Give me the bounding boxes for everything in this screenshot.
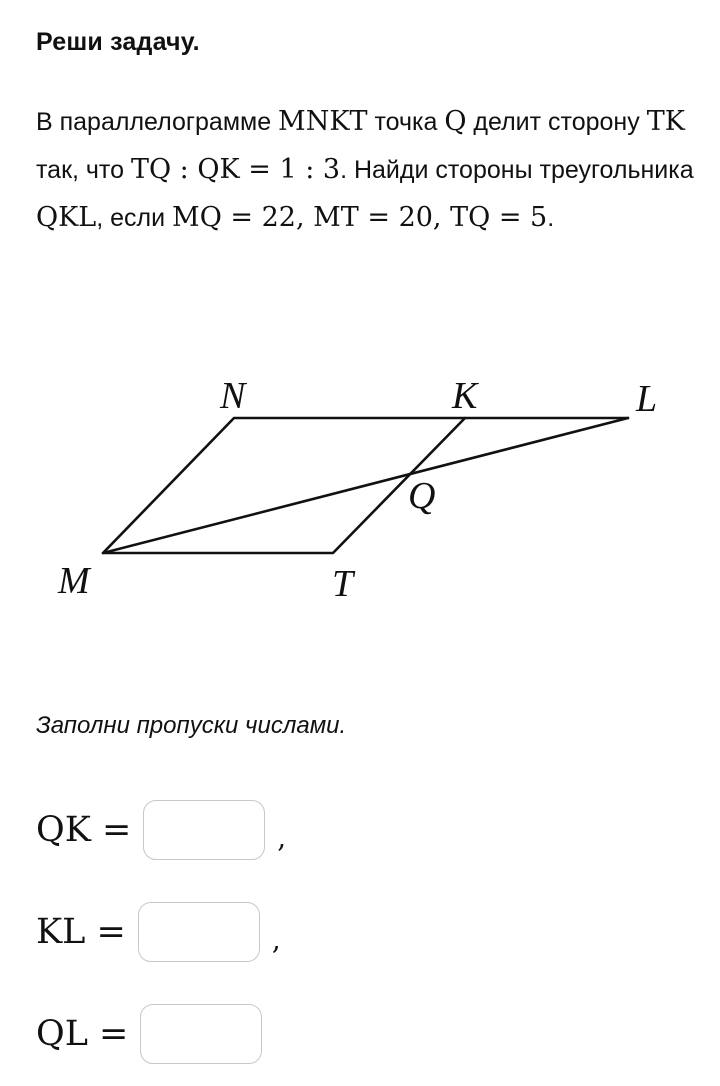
- answer-row-kl: [36, 900, 281, 964]
- task-title: Реши задачу.: [36, 28, 200, 56]
- problem-text: точка: [367, 108, 445, 136]
- label-m: M: [58, 560, 90, 602]
- problem-text: делит сторону: [466, 108, 647, 136]
- math-ratio: TQ : QK = 1 : 3: [130, 154, 341, 185]
- problem-text: В параллелограмме: [36, 108, 279, 136]
- instruction-text: Заполни пропуски числами.: [36, 712, 347, 739]
- label-q: Q: [408, 475, 436, 517]
- qk-input[interactable]: [143, 800, 265, 860]
- geometry-figure: [0, 340, 720, 620]
- kl-input[interactable]: [138, 902, 260, 962]
- problem-text: так, что: [36, 156, 131, 184]
- math-point-q: Q: [444, 106, 467, 137]
- answer-label-kl: KL =: [36, 912, 126, 952]
- line-ml: [103, 418, 628, 553]
- problem-text: . Найди стороны треугольника: [340, 156, 694, 184]
- math-givens: MQ = 22, MT = 20, TQ = 5: [172, 202, 548, 233]
- problem-text: , если: [96, 204, 173, 232]
- label-l: L: [636, 378, 658, 420]
- label-n: N: [220, 375, 246, 417]
- comma: ,: [277, 820, 287, 854]
- label-t: T: [332, 563, 354, 605]
- answer-row-ql: [36, 1002, 262, 1066]
- answer-row-qk: [36, 798, 286, 862]
- problem-statement: [36, 98, 696, 242]
- math-triangle: QKL: [36, 202, 97, 233]
- math-side-tk: TK: [646, 106, 685, 137]
- label-k: K: [452, 375, 478, 417]
- problem-text: .: [547, 204, 555, 232]
- comma: ,: [271, 922, 281, 956]
- answer-label-ql: QL =: [36, 1014, 129, 1054]
- ql-input[interactable]: [140, 1004, 262, 1064]
- answer-label-qk: QK =: [36, 810, 132, 850]
- math-parallelogram: MNKT: [278, 106, 368, 137]
